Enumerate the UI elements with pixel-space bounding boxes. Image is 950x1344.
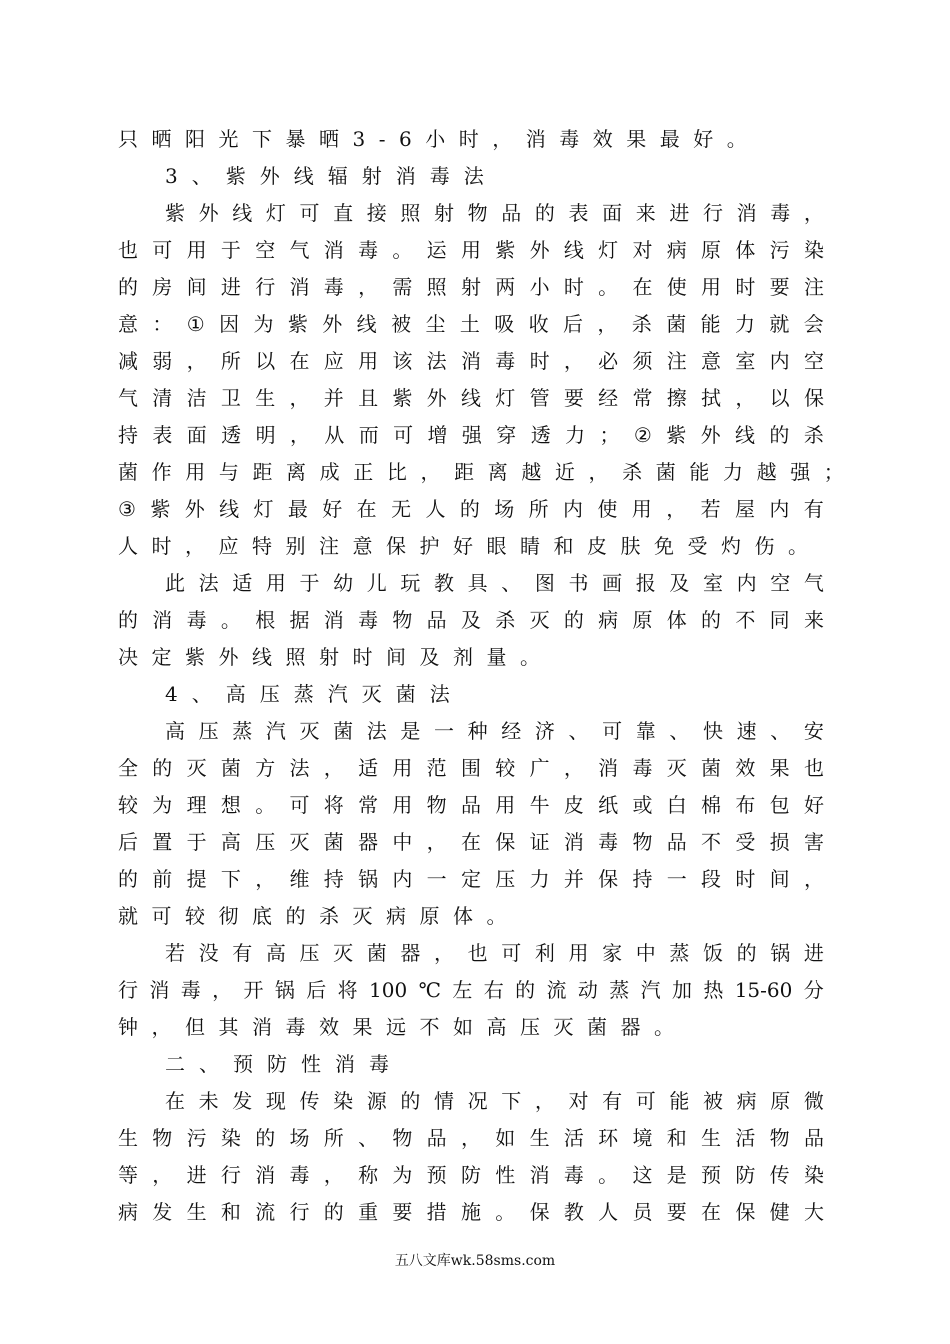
text-line: 此 法 适 用 于 幼 儿 玩 教 具 、 图 书 画 报 及 室 内 空 气 <box>165 571 824 595</box>
text-line: 较 为 理 想 。 可 将 常 用 物 品 用 牛 皮 纸 或 白 棉 布 包 好 <box>118 793 824 817</box>
text-line: 若 没 有 高 压 灭 菌 器 ， 也 可 利 用 家 中 蒸 饭 的 锅 进 <box>165 941 824 965</box>
text-line: 决定紫外线照射时间及剂量。 <box>118 645 554 669</box>
text-line: 紫 外 线 灯 可 直 接 照 射 物 品 的 表 面 来 进 行 消 毒 ， <box>165 201 824 225</box>
text-line: 气 清 洁 卫 生 ， 并 且 紫 外 线 灯 管 要 经 常 擦 拭 ， 以 保 <box>118 386 824 410</box>
section-heading: 3、紫外线辐射消毒法 <box>165 164 498 188</box>
text-line: 的 消 毒 。 根 据 消 毒 物 品 及 杀 灭 的 病 原 体 的 不 同 来 <box>118 608 824 632</box>
text-line: 的 前 提 下 ， 维 持 锅 内 一 定 压 力 并 保 持 一 段 时 间 ， <box>118 867 824 891</box>
text-line: 病 发 生 和 流 行 的 重 要 措 施 。 保 教 人 员 要 在 保 健 大 <box>118 1200 824 1224</box>
footer-watermark: 五八文库wk.58sms.com <box>394 1253 556 1269</box>
text-line: 也 可 用 于 空 气 消 毒 。 运 用 紫 外 线 灯 对 病 原 体 污 染 <box>118 238 824 262</box>
text-line: ③ 紫 外 线 灯 最 好 在 无 人 的 场 所 内 使 用 ， 若 屋 内 有 <box>118 497 824 521</box>
section-heading: 二、预防性消毒 <box>165 1052 403 1076</box>
text-line: 只晒阳光下暴晒3-6小时，消毒效果最好。 <box>118 127 761 151</box>
section-heading: 4、高压蒸汽灭菌法 <box>165 682 464 706</box>
text-line: 全 的 灭 菌 方 法 ， 适 用 范 围 较 广 ， 消 毒 灭 菌 效 果 也 <box>118 756 824 780</box>
text-line: 钟，但其消毒效果远不如高压灭菌器。 <box>118 1015 688 1039</box>
text-line: 高 压 蒸 汽 灭 菌 法 是 一 种 经 济 、 可 靠 、 快 速 、 安 <box>165 719 824 743</box>
text-line: 后 置 于 高 压 灭 菌 器 中 ， 在 保 证 消 毒 物 品 不 受 损 害 <box>118 830 824 854</box>
text-line: 就可较彻底的杀灭病原体。 <box>118 904 520 928</box>
text-line: 人时，应特别注意保护好眼睛和皮肤免受灼伤。 <box>118 534 822 558</box>
text-line: 等 ， 进 行 消 毒 ， 称 为 预 防 性 消 毒 。 这 是 预 防 传 染 <box>118 1163 824 1187</box>
text-line: 菌 作 用 与 距 离 成 正 比 ， 距 离 越 近 ， 杀 菌 能 力 越 强 ； <box>118 460 844 484</box>
text-line: 持 表 面 透 明 ， 从 而 可 增 强 穿 透 力 ； ② 紫 外 线 的 杀 <box>118 423 824 447</box>
text-line: 在 未 发 现 传 染 源 的 情 况 下 ， 对 有 可 能 被 病 原 微 <box>165 1089 824 1113</box>
text-line: 生 物 污 染 的 场 所 、 物 品 ， 如 生 活 环 境 和 生 活 物 品 <box>118 1126 824 1150</box>
text-line: 的 房 间 进 行 消 毒 ， 需 照 射 两 小 时 。 在 使 用 时 要 注 <box>118 275 824 299</box>
text-line: 行 消 毒 ， 开 锅 后 将 100 ℃ 左 右 的 流 动 蒸 汽 加 热 15-60 分 <box>118 978 824 1002</box>
text-line: 意 ： ① 因 为 紫 外 线 被 尘 土 吸 收 后 ， 杀 菌 能 力 就 会 <box>118 312 824 336</box>
text-line: 减 弱 ， 所 以 在 应 用 该 法 消 毒 时 ， 必 须 注 意 室 内 空 <box>118 349 824 373</box>
